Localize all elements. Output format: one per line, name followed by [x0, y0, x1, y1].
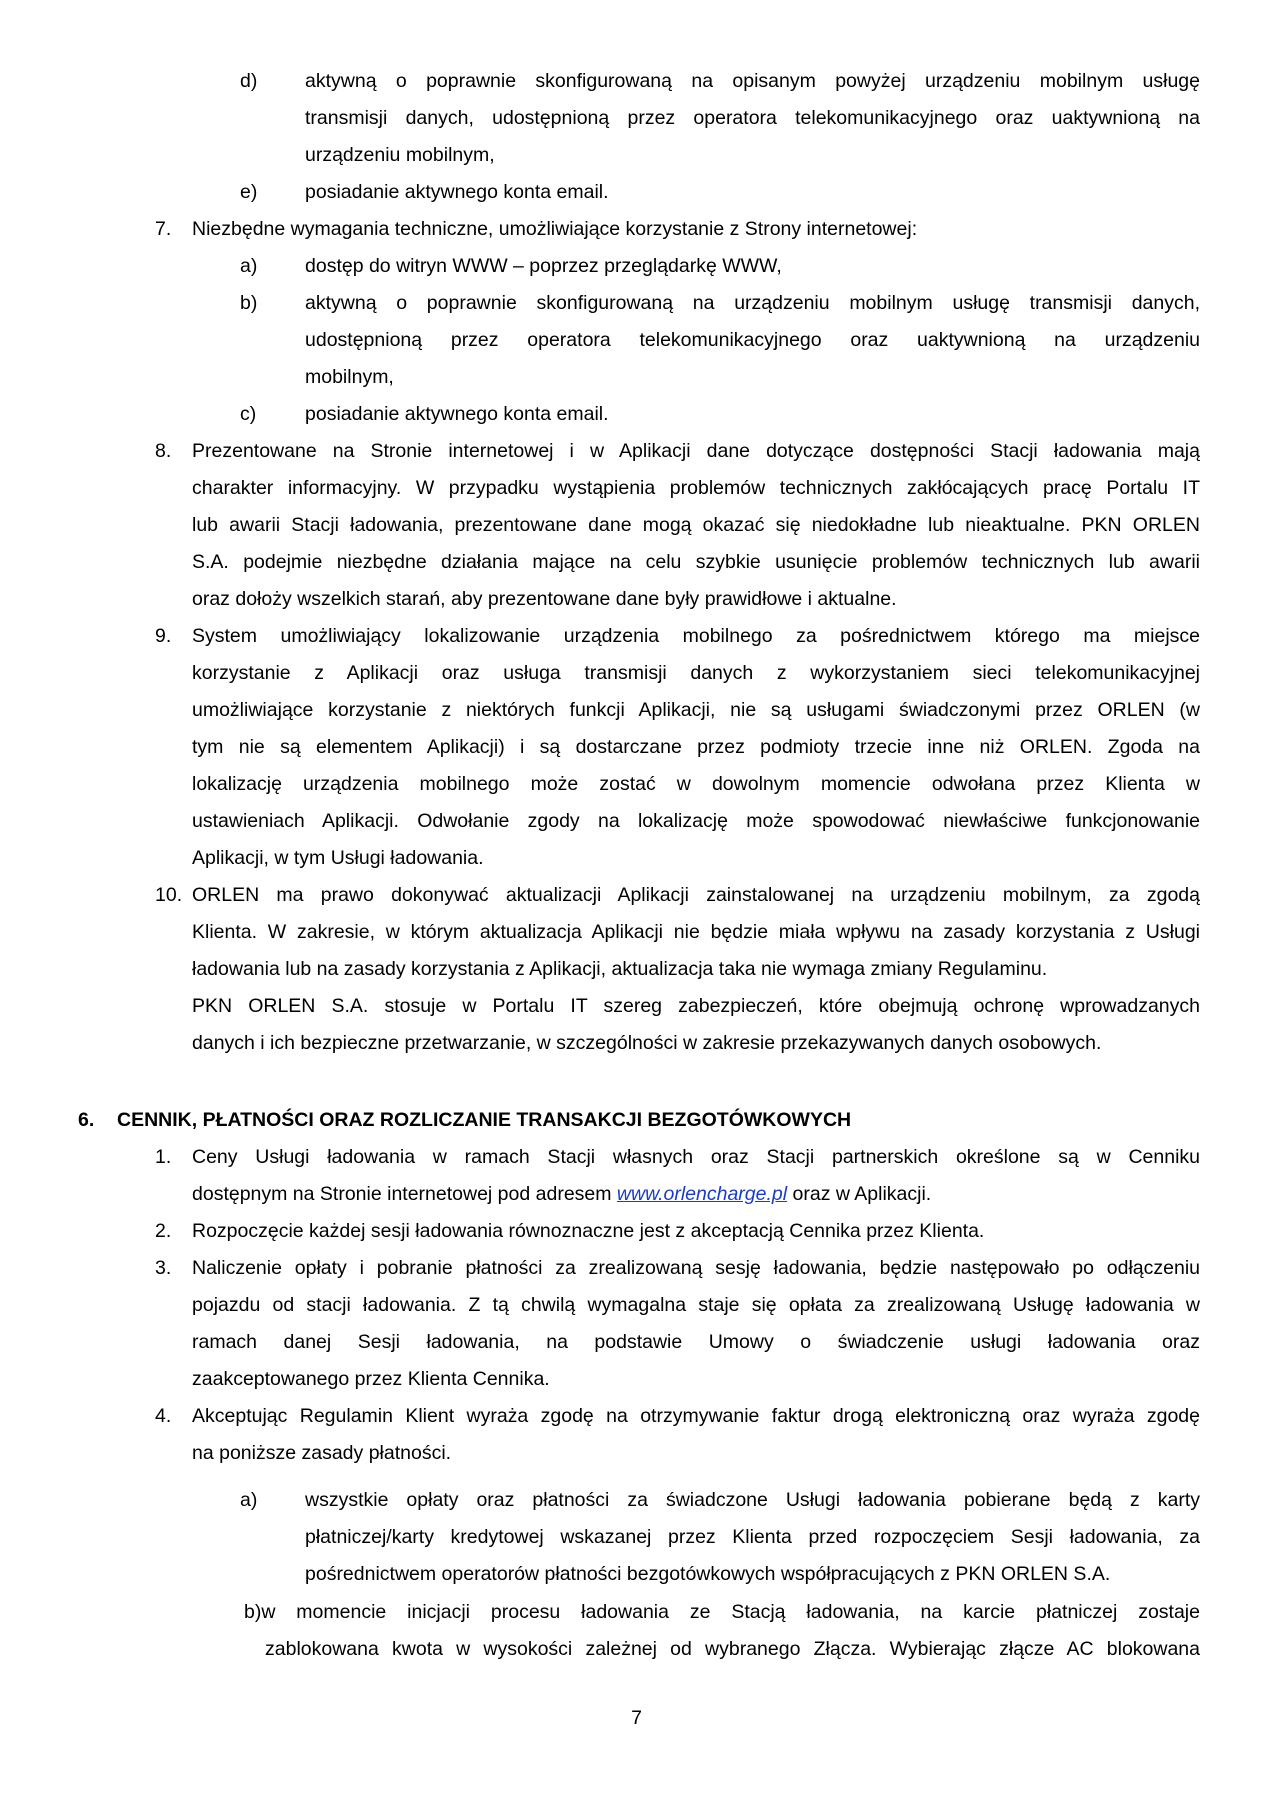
text-line: Ceny Usługi ładowania w ramach Stacji własnych oraz Stacji partnerskich określone są w Cenniku — [192, 1146, 1200, 1168]
text-line: pojazdu od stacji ładowania. Z tą chwilą wymagalna staje się opłata za zrealizowaną Usługę ładowania w — [192, 1294, 1200, 1316]
text-line: urządzeniu mobilnym, — [305, 144, 495, 166]
text-line: ORLEN ma prawo dokonywać aktualizacji Aplikacji zainstalowanej na urządzeniu mobilnym, za zgodą — [192, 884, 1200, 906]
section-number: 6. — [78, 1109, 95, 1131]
text-line: lokalizację urządzenia mobilnego może zostać w dowolnym momencie odwołana przez Klienta w — [192, 773, 1200, 795]
text-line: aktywną o poprawnie skonfigurowaną na opisanym powyżej urządzeniu mobilnym usługę — [305, 70, 1200, 92]
text-fragment: dostępnym na Stronie internetowej pod adresem — [192, 1183, 617, 1205]
text-line: mobilnym, — [305, 366, 394, 388]
text-line: transmisji danych, udostępnioną przez operatora telekomunikacyjnego oraz uaktywnioną na — [305, 107, 1200, 129]
text-line: lub awarii Stacji ładowania, prezentowane dane mogą okazać się niedokładne lub nieaktualne. PKN ORLEN — [192, 514, 1200, 536]
text-line: na poniższe zasady płatności. — [192, 1442, 452, 1464]
text-line: posiadanie aktywnego konta email. — [305, 181, 609, 203]
text-line: oraz dołoży wszelkich starań, aby prezentowane dane były prawidłowe i aktualne. — [192, 588, 897, 610]
text-line: zablokowana kwota w wysokości zależnej od wybranego Złącza. Wybierając złącze AC blokowana — [265, 1638, 1200, 1660]
list-marker: d) — [240, 70, 258, 92]
list-marker: 10. — [155, 884, 183, 906]
list-marker: 7. — [155, 218, 172, 240]
text-line: Rozpoczęcie każdej sesji ładowania równoznaczne jest z akceptacją Cennika przez Klienta. — [192, 1220, 985, 1242]
text-line: ustawieniach Aplikacji. Odwołanie zgody na lokalizację może spowodować niewłaściwe funkcjonowanie — [192, 810, 1200, 832]
text-line: tym nie są elementem Aplikacji) i są dostarczane przez podmioty trzecie inne niż ORLEN. Zgoda na — [192, 736, 1200, 758]
text-line: Prezentowane na Stronie internetowej i w Aplikacji dane dotyczące dostępności Stacji ładowania mają — [192, 440, 1200, 462]
text-line: płatniczej/karty kredytowej wskazanej przez Klienta przed rozpoczęciem Sesji ładowania, za — [305, 1526, 1200, 1548]
text-line: System umożliwiający lokalizowanie urządzenia mobilnego za pośrednictwem którego ma miejsce — [192, 625, 1200, 647]
text-line: Akceptując Regulamin Klient wyraża zgodę na otrzymywanie faktur drogą elektroniczną oraz wyraża zgodę — [192, 1405, 1200, 1427]
section-heading: CENNIK, PŁATNOŚCI ORAZ ROZLICZANIE TRANSAKCJI BEZGOTÓWKOWYCH — [117, 1109, 852, 1131]
page-number: 7 — [631, 1707, 642, 1729]
list-marker: a) — [240, 255, 258, 277]
list-marker: 4. — [155, 1405, 172, 1427]
text-line: zaakceptowanego przez Klienta Cennika. — [192, 1368, 550, 1390]
list-marker: 1. — [155, 1146, 172, 1168]
text-line: ramach danej Sesji ładowania, na podstawie Umowy o świadczenie usługi ładowania oraz — [192, 1331, 1200, 1353]
list-marker: a) — [240, 1489, 258, 1511]
list-marker: 2. — [155, 1220, 172, 1242]
list-marker: b) — [240, 292, 258, 314]
text-line: umożliwiające korzystanie z niektórych funkcji Aplikacji, nie są usługami świadczonymi przez ORLEN (w — [192, 699, 1200, 721]
text-line: Naliczenie opłaty i pobranie płatności za zrealizowaną sesję ładowania, będzie następowało po odłączeniu — [192, 1257, 1200, 1279]
text-line: pośrednictwem operatorów płatności bezgotówkowych współpracujących z PKN ORLEN S.A. — [305, 1563, 1111, 1585]
text-line: wszystkie opłaty oraz płatności za świadczone Usługi ładowania pobierane będą z karty — [305, 1489, 1200, 1511]
text-line: charakter informacyjny. W przypadku wystąpienia problemów technicznych zakłócających pracę Portalu IT — [192, 477, 1200, 499]
text-line: posiadanie aktywnego konta email. — [305, 403, 609, 425]
list-marker: 9. — [155, 625, 172, 647]
orlencharge-link[interactable]: www.orlencharge.pl — [616, 1183, 788, 1205]
text-line — [192, 1182, 931, 1206]
list-marker: e) — [240, 181, 258, 203]
text-line: udostępnioną przez operatora telekomunikacyjnego oraz uaktywnioną na urządzeniu — [305, 329, 1200, 351]
list-marker: c) — [240, 403, 257, 425]
text-line: Niezbędne wymagania techniczne, umożliwiające korzystanie z Strony internetowej: — [192, 218, 918, 240]
text-line: Klienta. W zakresie, w którym aktualizacja Aplikacji nie będzie miała wpływu na zasady korzystania z Usługi — [192, 921, 1200, 943]
text-line: b)w momencie inicjacji procesu ładowania ze Stacją ładowania, na karcie płatniczej zostaje — [244, 1601, 1200, 1623]
text-line: Aplikacji, w tym Usługi ładowania. — [192, 847, 484, 869]
text-line: aktywną o poprawnie skonfigurowaną na urządzeniu mobilnym usługę transmisji danych, — [305, 292, 1200, 314]
text-line: dostęp do witryn WWW – poprzez przeglądarkę WWW, — [305, 255, 782, 277]
text-line: PKN ORLEN S.A. stosuje w Portalu IT szereg zabezpieczeń, które obejmują ochronę wprowadzanych — [192, 995, 1200, 1017]
text-line: danych i ich bezpieczne przetwarzanie, w szczególności w zakresie przekazywanych danych osobowych. — [192, 1032, 1102, 1054]
list-marker: 3. — [155, 1257, 172, 1279]
list-marker: 8. — [155, 440, 172, 462]
text-line: S.A. podejmie niezbędne działania mające na celu szybkie usunięcie problemów technicznych lub awarii — [192, 551, 1200, 573]
text-line: ładowania lub na zasady korzystania z Aplikacji, aktualizacja taka nie wymaga zmiany Regulaminu. — [192, 958, 1048, 980]
text-line: korzystanie z Aplikacji oraz usługa transmisji danych z wykorzystaniem sieci telekomunikacyjnej — [192, 662, 1200, 684]
text-fragment: oraz w Aplikacji. — [787, 1183, 932, 1205]
